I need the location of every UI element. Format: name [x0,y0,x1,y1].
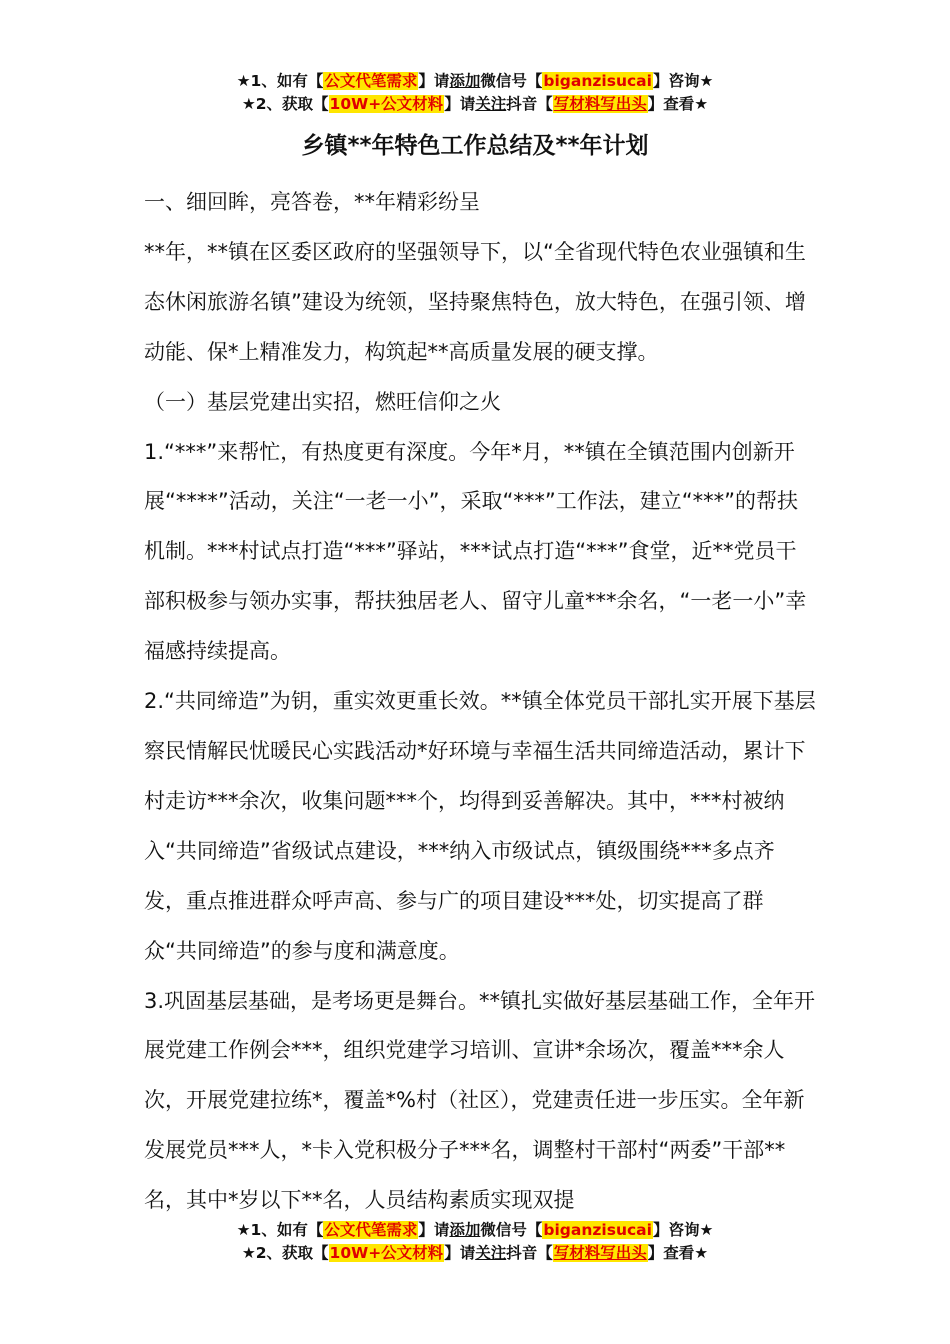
highlight-douyin: 写材料写出头 [553,1244,647,1262]
paragraph: 3.巩固基层基础，是考场更是舞台。**镇扎实做好基层基础工作，全年开展党建工作例会***，组织党建学习培训、宣讲*余场次，覆盖***余人次，开展党建拉练*，覆盖*%村（社区），党建责任进一步压实。全年新发展党员***人，*卡入党积极分子***名，调整村干部村“两委”干部**名，其中*岁以下**名，人员结构素质实现双提 [144,988,816,1213]
banner-text: 】查看 [647,1244,695,1262]
highlight-service: 公文代笔需求 [324,72,418,90]
banner-text: 】咨询 [652,1221,700,1239]
star-icon: ★ [241,95,256,113]
star-icon: ★ [699,72,714,90]
star-icon: ★ [236,1221,251,1239]
paragraph: 1.“***”来帮忙，有热度更有深度。今年*月，**镇在全镇范围内创新开展“****”活动，关注“一老一小”，采取“***”工作法，建立“***”的帮扶机制。***村试点打造“***”驿站，***试点打造“***”食堂，近**党员干部积极参与领办实事，帮扶独居老人、留守儿童***余名，“一老一小”幸福感持续提高。 [144,439,807,664]
banner-line-1 [0,70,950,93]
highlight-wechat-id: biganzisucai [543,1221,652,1239]
banner-emphasis: 关注 [475,1244,507,1262]
banner-emphasis: 关注 [475,95,507,113]
banner-text: 1、如有【 [250,72,324,90]
banner-text: 】请 [418,72,450,90]
banner-text: 】请 [444,1244,476,1262]
paragraph: 2.“共同缔造”为钥，重实效更重长效。**镇全体党员干部扎实开展下基层察民情解民忧暖民心实践活动*好环境与幸福生活共同缔造活动，累计下村走访***余次，收集问题***个，均得到妥善解决。其中，***村被纳入“共同缔造”省级试点建设，***纳入市级试点，镇级围绕***多点齐发，重点推进群众呼声高、参与广的项目建设***处，切实提高了群众“共同缔造”的参与度和满意度。 [144,689,816,963]
star-icon: ★ [699,1221,714,1239]
banner-text: 】请 [418,1221,450,1239]
highlight-douyin: 写材料写出头 [553,95,647,113]
banner-text: 2、获取【 [255,1244,329,1262]
banner-text: 1、如有【 [250,1221,324,1239]
banner-text: 微信号【 [480,72,543,90]
banner-line-2 [0,93,950,116]
star-icon: ★ [694,95,709,113]
banner-text: 抖音【 [506,95,553,113]
banner-text: 】请 [444,95,476,113]
highlight-materials: 10W+公文材料 [329,1244,444,1262]
highlight-service: 公文代笔需求 [324,1221,418,1239]
highlight-wechat-id: biganzisucai [543,72,652,90]
document-title: 乡镇**年特色工作总结及**年计划 [301,133,649,159]
bottom-banner [0,1219,950,1265]
top-banner [0,70,950,116]
highlight-materials: 10W+公文材料 [329,95,444,113]
banner-text: 】咨询 [652,72,700,90]
banner-text: 】查看 [647,95,695,113]
section-heading: 一、细回眸，亮答卷，**年精彩纷呈 [144,190,480,214]
banner-line-2 [0,1242,950,1265]
document-body [144,178,816,1226]
star-icon: ★ [236,72,251,90]
banner-text: 2、获取【 [255,95,329,113]
subsection-heading: （一）基层党建出实招，燃旺信仰之火 [144,389,501,414]
banner-emphasis: 添加 [449,1221,481,1239]
banner-text: 抖音【 [506,1244,553,1262]
banner-emphasis: 添加 [449,72,481,90]
banner-text: 微信号【 [480,1221,543,1239]
star-icon: ★ [694,1244,709,1262]
banner-line-1 [0,1219,950,1242]
star-icon: ★ [241,1244,256,1262]
paragraph: **年，**镇在区委区政府的坚强领导下，以“全省现代特色农业强镇和生态休闲旅游名镇”建设为统领，坚持聚焦特色，放大特色，在强引领、增动能、保*上精准发力，构筑起**高质量发展的硬支撑。 [144,239,806,364]
